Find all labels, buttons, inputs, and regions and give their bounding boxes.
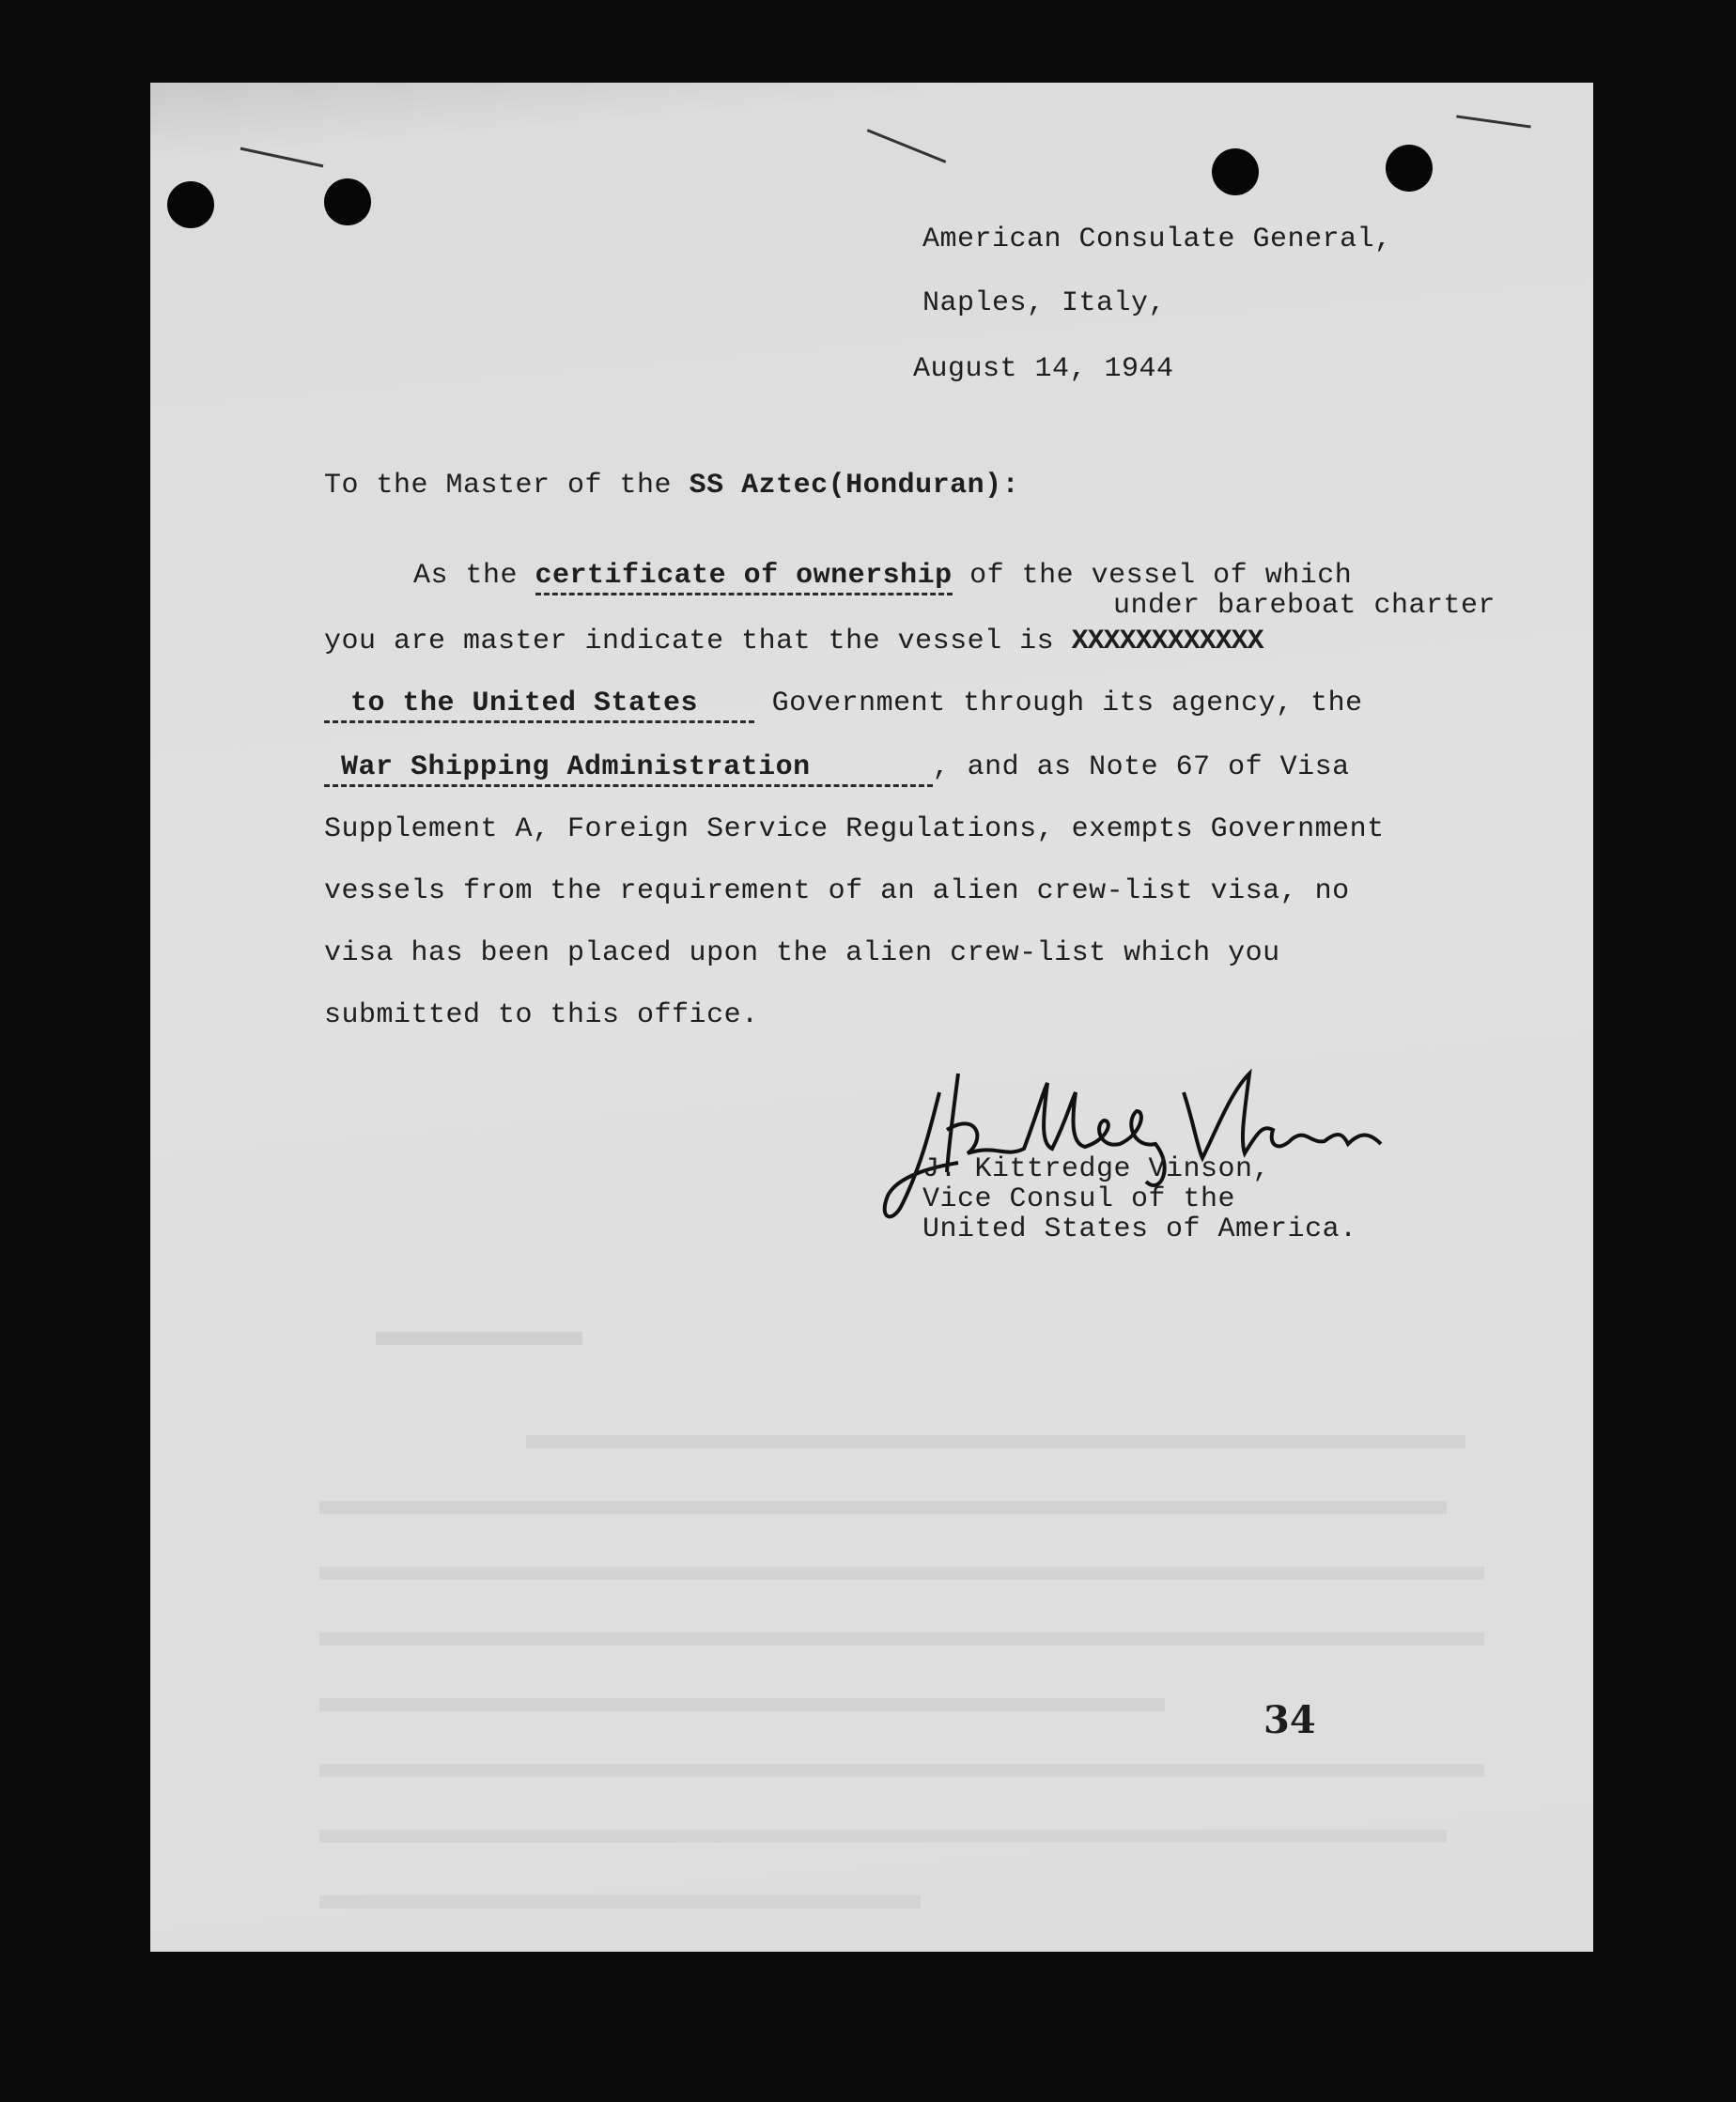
signer-title-1: Vice Consul of the (922, 1183, 1236, 1215)
body-line-4 (324, 751, 1350, 783)
body-l2-prefix: you are master indicate that the vessel is (324, 626, 1055, 657)
salutation-prefix: To the Master of the (324, 470, 673, 502)
bleed-through-texture (319, 1567, 1484, 1580)
signer-name: J. Kittredge Vinson, (922, 1153, 1271, 1185)
punch-hole (1386, 145, 1433, 192)
letter-page (150, 83, 1593, 1952)
letterhead-line2: Naples, Italy, (922, 287, 1167, 319)
staple-mark (867, 129, 947, 162)
body-l1-suffix: of the vessel of which (969, 560, 1353, 592)
bleed-through-texture (319, 1632, 1484, 1646)
salutation (324, 470, 1019, 502)
punch-hole (167, 181, 214, 228)
staple-mark (1456, 115, 1531, 128)
body-line-1 (413, 560, 1352, 592)
letter-date: August 14, 1944 (913, 353, 1174, 385)
agency-field: War Shipping Administration (324, 751, 933, 787)
body-line-8: submitted to this office. (324, 999, 759, 1031)
body-l4-suffix: , and as Note 67 of Visa (932, 751, 1350, 783)
bleed-through-texture (319, 1895, 921, 1909)
document-type-field: certificate of ownership (535, 560, 953, 595)
bleed-through-texture (319, 1501, 1447, 1514)
punch-hole (1212, 148, 1259, 195)
struck-out-text: XXXXXXXXXXXX (1071, 626, 1263, 657)
bleed-through-texture (319, 1698, 1165, 1711)
bleed-through-texture (376, 1332, 582, 1345)
body-line-5: Supplement A, Foreign Service Regulations, exempts Government (324, 813, 1385, 845)
page-number: 34 (1263, 1698, 1316, 1742)
punch-hole (324, 178, 371, 225)
government-field: to the United States (324, 688, 754, 723)
body-line-2 (324, 626, 1263, 657)
body-l3-suffix: Government through its agency, the (771, 688, 1363, 719)
vessel-name: SS Aztec(Honduran): (689, 470, 1020, 502)
signer-title-2: United States of America. (922, 1213, 1357, 1245)
body-line-6: vessels from the requirement of an alien crew-list visa, no (324, 875, 1350, 907)
staple-mark (240, 147, 324, 168)
insert-above: under bareboat charter (1113, 590, 1496, 622)
body-line-7: visa has been placed upon the alien crew-list which you (324, 937, 1280, 969)
bleed-through-texture (526, 1435, 1465, 1448)
body-l1-prefix: As the (413, 560, 519, 592)
bleed-through-texture (319, 1830, 1447, 1843)
body-line-3 (324, 688, 1363, 719)
letterhead-line1: American Consulate General, (922, 224, 1392, 255)
bleed-through-texture (319, 1764, 1484, 1777)
